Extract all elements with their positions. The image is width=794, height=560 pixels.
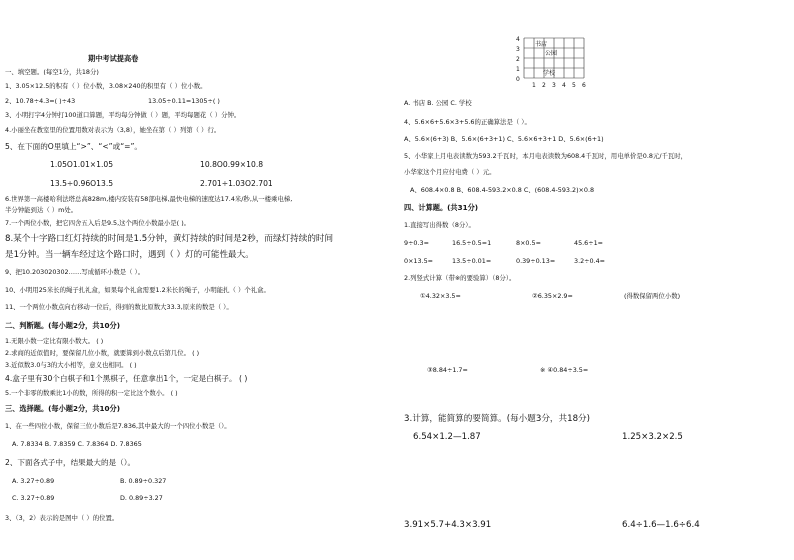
choice-q2-option-a: A. 3.27÷0.89 xyxy=(12,477,55,485)
fill-q9: 9、把10.203020302……写成循环小数是（ ）。 xyxy=(5,268,145,276)
oral-2: 16.5÷0.5=1 xyxy=(452,239,492,247)
y-label-2: 2 xyxy=(516,56,520,63)
grid-label-park: 公园 xyxy=(545,50,558,57)
oral-4: 45.6÷1= xyxy=(574,239,604,247)
fill-q6b: 半分钟能到达（ ）m处。 xyxy=(5,206,78,214)
judge-q4: 4.盒子里有30个白棋子和1个黑棋子，任意拿出1个，一定是白棋子。 ( ) xyxy=(5,374,248,383)
judge-q1: 1.无限小数一定比有限小数大。 ( ) xyxy=(5,337,104,345)
fill-q10: 10、小明用25米长的绳子扎礼盒，如果每个礼盒需要1.2米长的绳子，小明能扎（ ）个礼盒。 xyxy=(5,286,270,294)
vertical-calc-1: ①4.32×3.5= xyxy=(420,292,461,300)
grid-label-school: 学校 xyxy=(543,70,556,77)
y-label-3: 3 xyxy=(516,46,520,53)
x-label-6: 6 xyxy=(582,82,586,89)
fill-q5: 5、在下面的O里填上“>”、“<”或“=”。 xyxy=(5,142,143,151)
y-label-1: 1 xyxy=(516,66,520,73)
x-label-5: 5 xyxy=(572,82,576,89)
compare-4: 2.701÷1.03O2.701 xyxy=(200,179,273,188)
calc-sub1-heading: 1.直接写出得数（8分）。 xyxy=(404,221,475,229)
choice-q2-option-c: C. 3.27÷0.89 xyxy=(12,494,55,502)
oral-1: 9÷0.3= xyxy=(404,239,429,247)
grid-label-shop: 书店 xyxy=(535,41,548,48)
choice-q4: 4、5.6×6+5.6×3+5.6的正确算法是（ ）。 xyxy=(404,118,531,126)
x-label-2: 2 xyxy=(542,82,546,89)
vertical-calc-2: ②6.35×2.9= xyxy=(532,292,573,300)
choice-q4-options: A、5.6×(6+3) B、5.6×(6+3+1) C、5.6×6+3+1 D、5.6×(6+1) xyxy=(404,135,604,143)
x-label-1: 1 xyxy=(532,82,536,89)
section-judge-heading: 二、判断题。(每小题2分，共10分) xyxy=(5,321,121,330)
fill-q8b: 是1分钟。当一辆车经过这个路口时，遇到（ ）灯的可能性最大。 xyxy=(5,250,254,260)
choice-q5-options: A、608.4×0.8 B、608.4-593.2×0.8 C、(608.4-593.2)×0.8 xyxy=(410,186,595,194)
section-fill-blank-heading: 一、填空题。(每空1分，共18分) xyxy=(5,68,99,76)
calc-sub3-heading: 3.计算，能简算的要简算。(每小题3分，共18分) xyxy=(404,414,590,424)
oral-8: 3.2÷0.4= xyxy=(574,257,606,265)
section-choice-heading: 三、选择题。(每小题2分，共10分) xyxy=(5,404,121,413)
simplify-2: 1.25×3.2×2.5 xyxy=(622,432,683,442)
fill-q8a: 8.某个十字路口红灯持续的时间是1.5分钟，黄灯持续的时间是2秒，而绿灯持续的时间 xyxy=(5,234,334,244)
coordinate-grid xyxy=(512,34,592,92)
choice-q2-option-b: B. 0.89÷0.327 xyxy=(120,477,167,485)
fill-q4: 4.小丽坐在教室里的位置用数对表示为（3,8），她坐在第（ ）列第（ ）行。 xyxy=(5,126,221,134)
choice-q3-options: A. 书店 B. 公园 C. 学校 xyxy=(404,99,472,107)
compare-1: 1.05O1.01×1.05 xyxy=(50,160,114,169)
vertical-calc-3: ③8.84÷1.7= xyxy=(427,366,468,374)
vertical-calc-2-note: (得数保留两位小数) xyxy=(624,292,681,300)
oral-6: 13.5÷0.01= xyxy=(452,257,492,265)
choice-q5a: 5、小华家上月电表读数为593.2千瓦时，本月电表读数为608.4千瓦时，用电单价是0.8元/千瓦时， xyxy=(404,152,688,160)
section-calc-heading: 四、计算题。(共31分) xyxy=(404,203,479,212)
judge-q2: 2.求商的近似值时，要保留几位小数，就要算到小数点后第几位。 ( ) xyxy=(5,349,200,357)
fill-q11: 11、一个两位小数点向右移动一位后，得到的数比原数大33.3,原来的数是（ ）。 xyxy=(5,303,233,311)
x-label-4: 4 xyxy=(562,82,566,89)
simplify-1: 6.54×1.2—1.87 xyxy=(413,432,481,442)
vertical-calc-4: ※ ④0.84÷3.5= xyxy=(540,366,589,374)
page-title: 期中考试提高卷 xyxy=(88,54,139,63)
oral-7: 0.39÷0.13= xyxy=(516,257,556,265)
fill-q2b: 13.05÷0.11=1305÷( ) xyxy=(148,97,220,105)
simplify-4: 6.4÷1.6—1.6÷6.4 xyxy=(622,520,700,530)
choice-q1-options: A. 7.8334 B. 7.8359 C. 7.8364 D. 7.8365 xyxy=(12,440,142,448)
oral-5: 0×13.5= xyxy=(404,257,434,265)
judge-q3: 3.近似数3.0与3的大小相等，意义也相同。 ( ) xyxy=(5,361,137,369)
fill-q7: 7.一个两位小数，把它四舍五入后是9.5,这个两位小数最小是( )。 xyxy=(5,219,191,227)
compare-2: 10.8O0.99×10.8 xyxy=(200,160,264,169)
fill-q2a: 2、10.78÷4.3=( )÷43 xyxy=(5,97,76,105)
fill-q1: 1、3.05×12.5的积有（ ）位小数，3.08×240的积里有（ ）位小数。 xyxy=(5,82,207,90)
oral-3: 8×0.5= xyxy=(516,239,541,247)
choice-q1: 1、在一些四位小数，保留三位小数后是7.836,其中最大的一个四位小数是（）。 xyxy=(5,422,231,430)
x-label-3: 3 xyxy=(552,82,556,89)
simplify-3: 3.91×5.7+4.3×3.91 xyxy=(404,520,492,530)
choice-q2-option-d: D. 0.89÷3.27 xyxy=(120,494,163,502)
y-label-0: 0 xyxy=(516,76,520,83)
judge-q5: 5.一个非零的数乘比1小的数，所得的积一定比这个数小。 ( ) xyxy=(5,389,178,397)
choice-q2: 2、下面各式子中，结果最大的是（）。 xyxy=(5,458,136,467)
y-label-4: 4 xyxy=(516,36,520,43)
fill-q6a: 6.世界第一高楼哈利法塔总高828m,楼内安装有58部电梯,最快电梯的速度达17.4米/秒,从一楼乘电梯, xyxy=(5,195,293,203)
choice-q3: 3、（3，2）表示的是图中（ ）的位置。 xyxy=(5,514,119,522)
compare-3: 13.5÷0.96O13.5 xyxy=(50,179,114,188)
choice-q5b: 小华家这个月应付电费（ ）元。 xyxy=(404,168,496,176)
fill-q3: 3、小明打字4分钟打100道口算题，平均每分钟做（ ）题，平均每题花（ ）分钟。 xyxy=(5,111,241,119)
calc-sub2-heading: 2.列竖式计算（带※的要验算）（8分）。 xyxy=(404,274,516,282)
